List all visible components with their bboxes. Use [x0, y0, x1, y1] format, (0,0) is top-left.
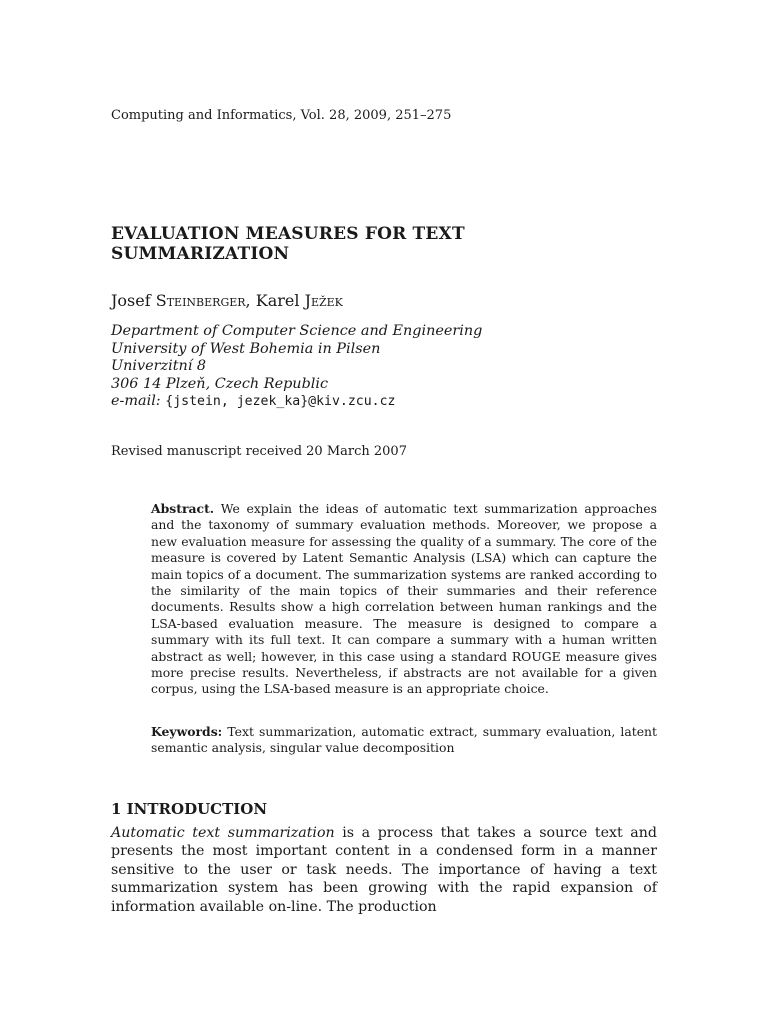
email-address[interactable]: {jstein, jezek_ka}@kiv.zcu.cz	[165, 394, 396, 410]
affiliation-university: University of West Bohemia in Pilsen	[111, 340, 381, 357]
introduction-text: is a process that takes a source text and presents the most important content in a condensed form in a manner sensitive to the user or task needs. The importance of having a text summarization system has been growing with the rapid expansion of information available on-line. The production	[111, 825, 657, 915]
email-label: e-mail:	[111, 393, 161, 410]
abstract-text: We explain the ideas of automatic text summarization approaches and the taxonomy of summary evaluation methods. Moreover, we propose a new evaluation measure for assessing the quality of a summary. The core of the measure is covered by Latent Semantic Analysis (LSA) which can capture the main topics of a document. The summarization systems are ranked according to the similarity of the main topics of their summaries and their reference documents. Results show a high correlation between human rankings and the LSA-based evaluation measure. The measure is designed to compare a summary with its full text. It can compare a summary with a human written abstract as well; however, in this case using a standard ROUGE measure gives more precise results. Nevertheless, if abstracts are not available for a given corpus, using the LSA-based measure is an appropriate choice.	[151, 501, 657, 697]
author-1-last: Steinberger	[155, 291, 246, 310]
affiliation-city: 306 14 Plzeň, Czech Republic	[111, 375, 329, 392]
section-heading-introduction: 1 INTRODUCTION	[111, 800, 268, 818]
paper-title	[111, 224, 651, 264]
author-list	[111, 291, 343, 310]
title-line-2: SUMMARIZATION	[111, 244, 290, 264]
revised-note: Revised manuscript received 20 March 2007	[111, 444, 407, 459]
author-1-first: Josef	[111, 291, 151, 310]
title-line-1: EVALUATION MEASURES FOR TEXT	[111, 224, 465, 244]
keywords-text: Text summarization, automatic extract, summary evaluation, latent semantic analysis, singular value decomposition	[151, 724, 657, 756]
journal-citation: Computing and Informatics, Vol. 28, 2009, 251–275	[111, 108, 452, 123]
affiliation-department: Department of Computer Science and Engineering	[111, 323, 483, 339]
author-2-first: Karel	[255, 291, 300, 310]
author-2-last: Ježek	[304, 291, 343, 310]
affiliation-email-line	[111, 393, 482, 411]
abstract-label: Abstract.	[151, 501, 215, 516]
affiliation-street: Univerzitní 8	[111, 358, 207, 375]
author-separator: ,	[245, 291, 251, 310]
abstract	[151, 501, 657, 698]
introduction-paragraph	[111, 824, 657, 916]
keywords	[151, 724, 657, 757]
introduction-lead-term: Automatic text summarization	[111, 825, 335, 841]
affiliation-block	[111, 323, 482, 411]
keywords-label: Keywords:	[151, 724, 223, 739]
